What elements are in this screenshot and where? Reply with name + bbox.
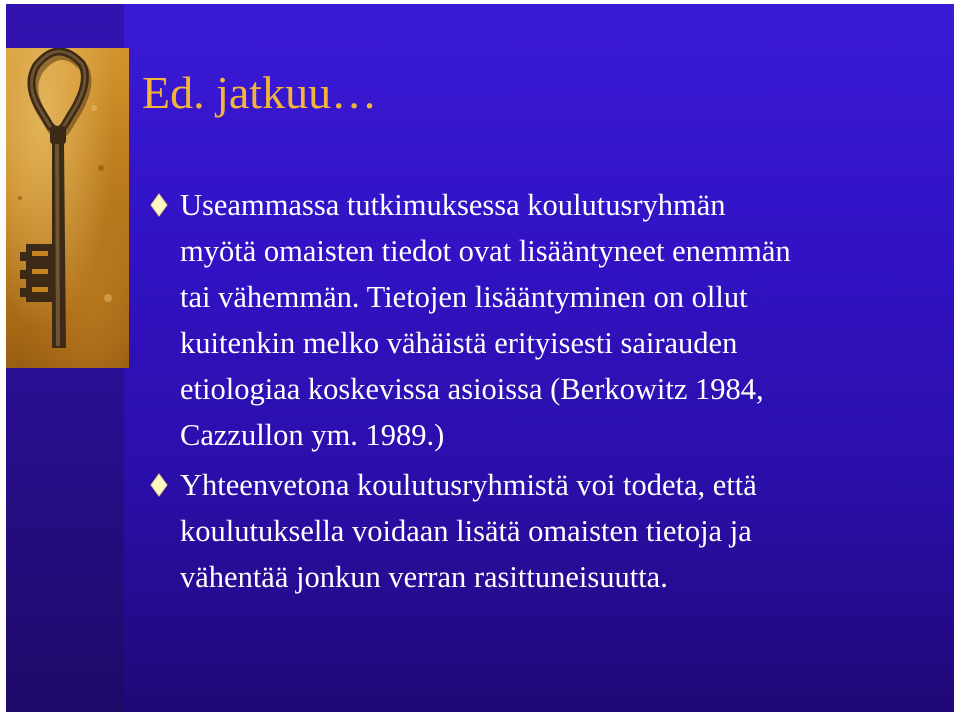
slide-title: Ed. jatkuu…: [142, 67, 378, 118]
bullet-item-2: [146, 462, 906, 600]
bullet-line: vähentää jonkun verran rasittuneisuutta.: [180, 560, 668, 594]
slide: [6, 4, 954, 712]
bullet-line: myötä omaisten tiedot ovat lisääntyneet enemmän: [180, 234, 791, 268]
bullet-line: kuitenkin melko vähäistä erityisesti sairauden: [180, 326, 738, 360]
bullet-line: Useammassa tutkimuksessa koulutusryhmän: [180, 188, 726, 222]
key-image: [6, 48, 129, 368]
bullet-line: koulutuksella voidaan lisätä omaisten tietoja ja: [180, 514, 752, 548]
bullet-line: Cazzullon ym. 1989.): [180, 418, 445, 452]
diamond-bullet-icon: [148, 192, 170, 218]
bullet-line: Yhteenvetona koulutusryhmistä voi todeta, että: [180, 468, 757, 502]
diamond-bullet-icon: [148, 472, 170, 498]
bullet-line: tai vähemmän. Tietojen lisääntyminen on ollut: [180, 280, 748, 314]
bullet-line: etiologiaa koskevissa asioissa (Berkowitz 1984,: [180, 372, 764, 406]
key-illustration: [6, 48, 129, 368]
bullet-list: [146, 182, 906, 604]
bullet-item-1: [146, 182, 906, 458]
